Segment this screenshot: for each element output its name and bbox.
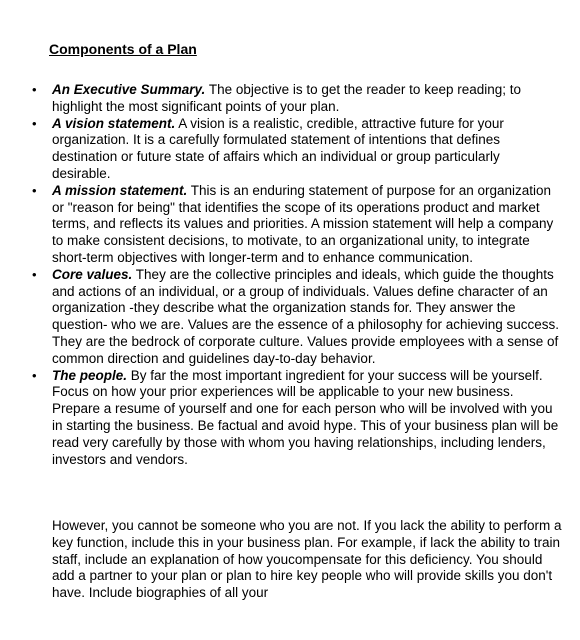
item-term: A vision statement.: [52, 115, 176, 131]
list-item: [32, 82, 562, 116]
bullet-icon: •: [32, 82, 37, 97]
item-term: Core values.: [52, 266, 133, 282]
list-item: [32, 267, 562, 368]
item-text: A vision is a realistic, credible, attractive future for your organization. It is a carefully formulated statement of intentions that defines destination or future state of affairs which an individual or group particularly desirable.: [52, 115, 504, 181]
item-text: The objective is to get the reader to keep reading; to highlight the most significant points of your plan.: [52, 82, 522, 114]
bullet-icon: •: [32, 266, 37, 282]
item-term: An Executive Summary.: [52, 82, 206, 97]
bullet-icon: •: [32, 115, 37, 131]
item-text: By far the most important ingredient for your success will be yourself. Focus on how your prior experiences will be applicable to your new business. Prepare a resume of yourself and one for each person who will be involved with you in starting the business. Be factual and avoid hype. This of your business plan will be read very carefully by those with whom you having relationships, including lenders, investors and vendors.: [52, 367, 559, 467]
components-list: [32, 82, 562, 468]
document-heading: Components of a Plan: [49, 41, 197, 57]
list-item: [32, 183, 562, 267]
list-item: [32, 116, 562, 183]
item-text: They are the collective principles and ideals, which guide the thoughts and actions of an individual, or a group of individuals. Values define character of an organization -they describe what the organization stands for. They answer the question- who we are. Values are the essence of a philosophy for achieving success. They are the bedrock of corporate culture. Values provide employees with a sense of common direction and guidelines day-to-day behavior.: [52, 266, 560, 366]
bullet-icon: •: [32, 367, 37, 383]
closing-paragraph: However, you cannot be someone who you are not. If you lack the ability to perform a key function, include this in your business plan. For example, if lack the ability to train staff, include an explanation of how youcompensate for this deficiency. You should add a partner to your plan or plan to hire key people who will provide skills you don't have. Include biographies of all your: [52, 518, 562, 601]
item-term: The people.: [52, 367, 128, 383]
item-term: A mission statement.: [52, 182, 188, 198]
list-item: [32, 368, 562, 469]
item-text: This is an enduring statement of purpose for an organization or "reason for being" that identifies the scope of its operations product and market terms, and reflects its values and priorities. A mission statement will help a company to make consistent decisions, to motivate, to an organizational unity, to integrate short-term objectives with longer-term and to enhance communication.: [52, 182, 554, 265]
bullet-icon: •: [32, 182, 37, 198]
